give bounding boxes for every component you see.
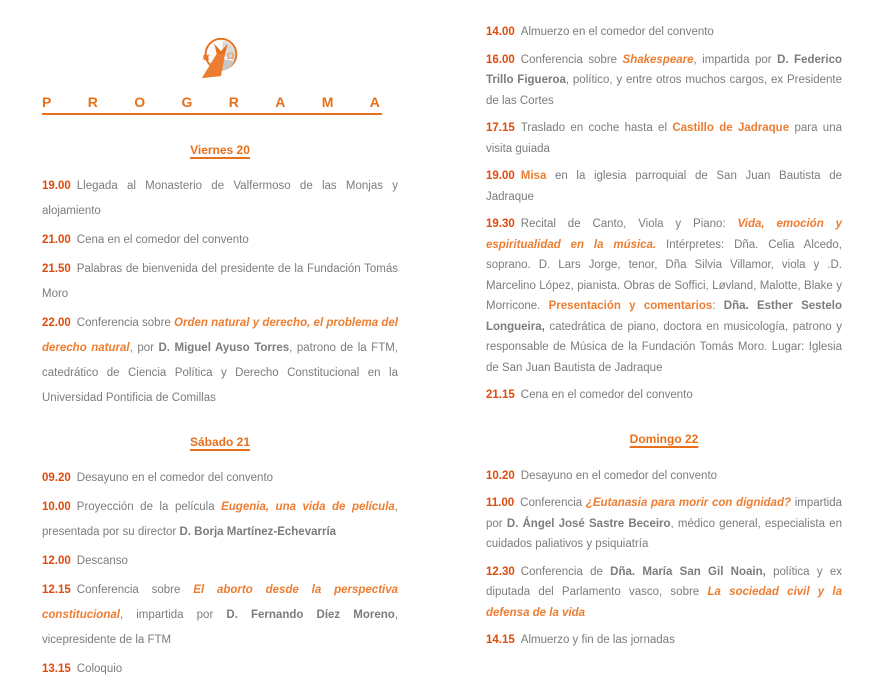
day-section	[42, 143, 398, 411]
item-time: 16.00	[486, 53, 515, 66]
item-time: 12.15	[42, 584, 71, 596]
item-text-run: impartida por	[486, 497, 842, 530]
item-text-run: Desayuno en el comedor del convento	[76, 472, 274, 484]
title-letter: P	[42, 94, 52, 110]
title-letter: A	[275, 94, 286, 110]
schedule-item	[486, 466, 842, 487]
schedule-item	[42, 257, 398, 307]
title-letter: G	[181, 94, 193, 110]
item-time: 17.15	[486, 122, 515, 134]
item-text-run: Conferencia sobre	[76, 317, 175, 329]
item-time: 19.30	[486, 218, 515, 230]
item-text-run: , patrono de la FTM, catedrático de Ciencia Política y Derecho Constitucional en la Universidad Pontificia de Comillas	[42, 342, 399, 404]
item-text-run: Conferencia sobre	[76, 584, 194, 596]
schedule-item	[486, 166, 842, 207]
item-time: 09.20	[42, 472, 71, 484]
title-letter: M	[321, 94, 334, 110]
item-time: 21.00	[42, 234, 71, 246]
left-sections	[42, 143, 398, 682]
schedule-item	[42, 174, 398, 224]
item-text-run: Castillo de Jadraque	[672, 122, 790, 134]
item-text-run: ¿Eutanasia para morir con dignidad?	[585, 497, 792, 509]
item-text-run: , impartida por	[693, 53, 778, 66]
item-text-run: Conferencia sobre	[520, 53, 623, 66]
item-text-run: Recital de Canto, Viola y Piano:	[520, 218, 738, 230]
schedule-item	[42, 657, 398, 682]
item-text-run: , médico general, especialista en cuidados paliativos y psiquiatría	[486, 517, 842, 550]
alpha-omega-owl-logo	[195, 34, 245, 80]
day-heading: Sábado 21	[189, 435, 251, 449]
item-text-run: La sociedad civil y la defensa de la vida	[486, 586, 842, 619]
item-text-run: Coloquio	[76, 663, 123, 675]
item-text-run: en la iglesia parroquial de San Juan Bautista de Jadraque	[486, 170, 842, 203]
item-text-run: Palabras de bienvenida del presidente de la Fundación Tomás Moro	[42, 263, 398, 300]
item-text-run: :	[712, 300, 724, 312]
item-text-run: Dña. Esther Sestelo Longueira,	[486, 300, 842, 333]
item-text-run: Dña. María San Gil Noain,	[610, 565, 766, 578]
item-text-run: D. Miguel Ayuso Torres	[158, 342, 290, 354]
item-text-run: Presentación y comentarios	[548, 300, 713, 312]
item-time: 12.00	[42, 555, 71, 567]
item-time: 14.15	[486, 634, 515, 646]
day-heading: Viernes 20	[190, 143, 250, 157]
title-letter: A	[369, 94, 380, 110]
schedule-item	[486, 22, 842, 43]
right-sections	[486, 22, 842, 651]
item-text-run: Intérpretes: Dña. Celia Alcedo, soprano. D. Lars Jorge, tenor, Dña Silvia Villamor, viola y .D. Marcelino López, pianista. Obras de Soffici, Løvland, Malotte, Blake y Morricone.	[486, 238, 842, 312]
schedule-item	[486, 385, 842, 406]
page-title	[42, 94, 382, 115]
item-time: 19.00	[42, 180, 71, 192]
item-text-run: Conferencia de	[520, 565, 611, 578]
item-time: 21.50	[42, 263, 71, 275]
schedule-item	[42, 549, 398, 574]
schedule-item	[486, 493, 842, 555]
alpha-glyph: α	[202, 50, 210, 63]
item-text-run: Shakespeare	[622, 53, 694, 66]
item-text-run: Almuerzo y fin de las jornadas	[520, 634, 675, 646]
owl-logo-graphic	[195, 34, 245, 80]
item-text-run: D. Ángel José Sastre Beceiro	[506, 517, 671, 530]
schedule-item	[42, 311, 398, 411]
schedule-item	[42, 228, 398, 253]
item-text-run: , vicepresidente de la FTM	[42, 609, 398, 646]
omega-glyph: Ω	[226, 50, 235, 62]
item-text-run: Almuerzo en el comedor del convento	[520, 26, 714, 38]
schedule-item	[486, 630, 842, 651]
item-text-run: Vida, emoción y espiritualidad en la música.	[486, 218, 842, 251]
item-text-run: Conferencia	[520, 497, 586, 509]
schedule-item	[42, 466, 398, 491]
day-section	[486, 22, 842, 406]
item-time: 10.00	[42, 501, 71, 513]
item-text-run: D. Fernando Díez Moreno	[226, 609, 395, 621]
day-section	[486, 432, 842, 651]
item-text-run: Orden natural y derecho, el problema del derecho natural	[42, 317, 398, 354]
schedule-item	[486, 50, 842, 112]
item-text-run: Proyección de la película	[76, 501, 222, 513]
schedule-item	[42, 495, 398, 545]
title-letter: O	[134, 94, 146, 110]
title-letter: R	[228, 94, 239, 110]
item-time: 14.00	[486, 26, 515, 38]
item-text-run: El aborto desde la perspectiva constitucional	[42, 584, 399, 621]
item-text-run: D. Borja Martínez-Echevarría	[179, 526, 337, 538]
item-text-run: Descanso	[76, 555, 128, 567]
item-text-run: Misa	[520, 170, 547, 182]
item-time: 10.20	[486, 469, 515, 482]
item-text-run: Eugenia, una vida de película	[221, 501, 395, 513]
schedule-item	[486, 214, 842, 378]
item-text-run: , impartida por	[119, 609, 227, 621]
item-text-run: , político, y entre otros muchos cargos, ex Presidente de las Cortes	[486, 74, 842, 107]
item-time: 21.15	[486, 389, 515, 401]
page-right	[486, 0, 842, 646]
item-text-run: Desayuno en el comedor del convento	[520, 469, 718, 482]
day-section	[42, 435, 398, 682]
title-letter: R	[87, 94, 98, 110]
item-text-run: D. Federico Trillo Figueroa	[486, 53, 842, 86]
item-time: 11.00	[486, 497, 515, 509]
item-time: 12.30	[486, 565, 515, 578]
item-time: 22.00	[42, 317, 71, 329]
item-text-run: política y ex diputada del Parlamento vasco, sobre	[486, 565, 842, 598]
item-text-run: , por	[129, 342, 159, 354]
item-text-run: , presentada por su director	[42, 501, 398, 538]
day-heading: Domingo 22	[629, 431, 699, 446]
item-text-run: para una visita guiada	[486, 122, 842, 155]
item-time: 13.15	[42, 663, 71, 675]
item-text-run: Cena en el comedor del convento	[76, 234, 249, 246]
item-time: 19.00	[486, 170, 515, 182]
item-text-run: Cena en el comedor del convento	[520, 389, 693, 401]
item-text-run: Llegada al Monasterio de Valfermoso de las Monjas y alojamiento	[42, 180, 398, 217]
schedule-item	[42, 578, 398, 653]
item-text-run: Traslado en coche hasta el	[520, 122, 673, 134]
schedule-item	[486, 118, 842, 159]
page-left	[42, 0, 399, 675]
item-text-run: catedrática de piano, doctora en musicología, patrono y responsable de Música de la Fundación Tomás Moro. Lugar: Iglesia de San Juan Bautista de Jadraque	[486, 320, 842, 374]
